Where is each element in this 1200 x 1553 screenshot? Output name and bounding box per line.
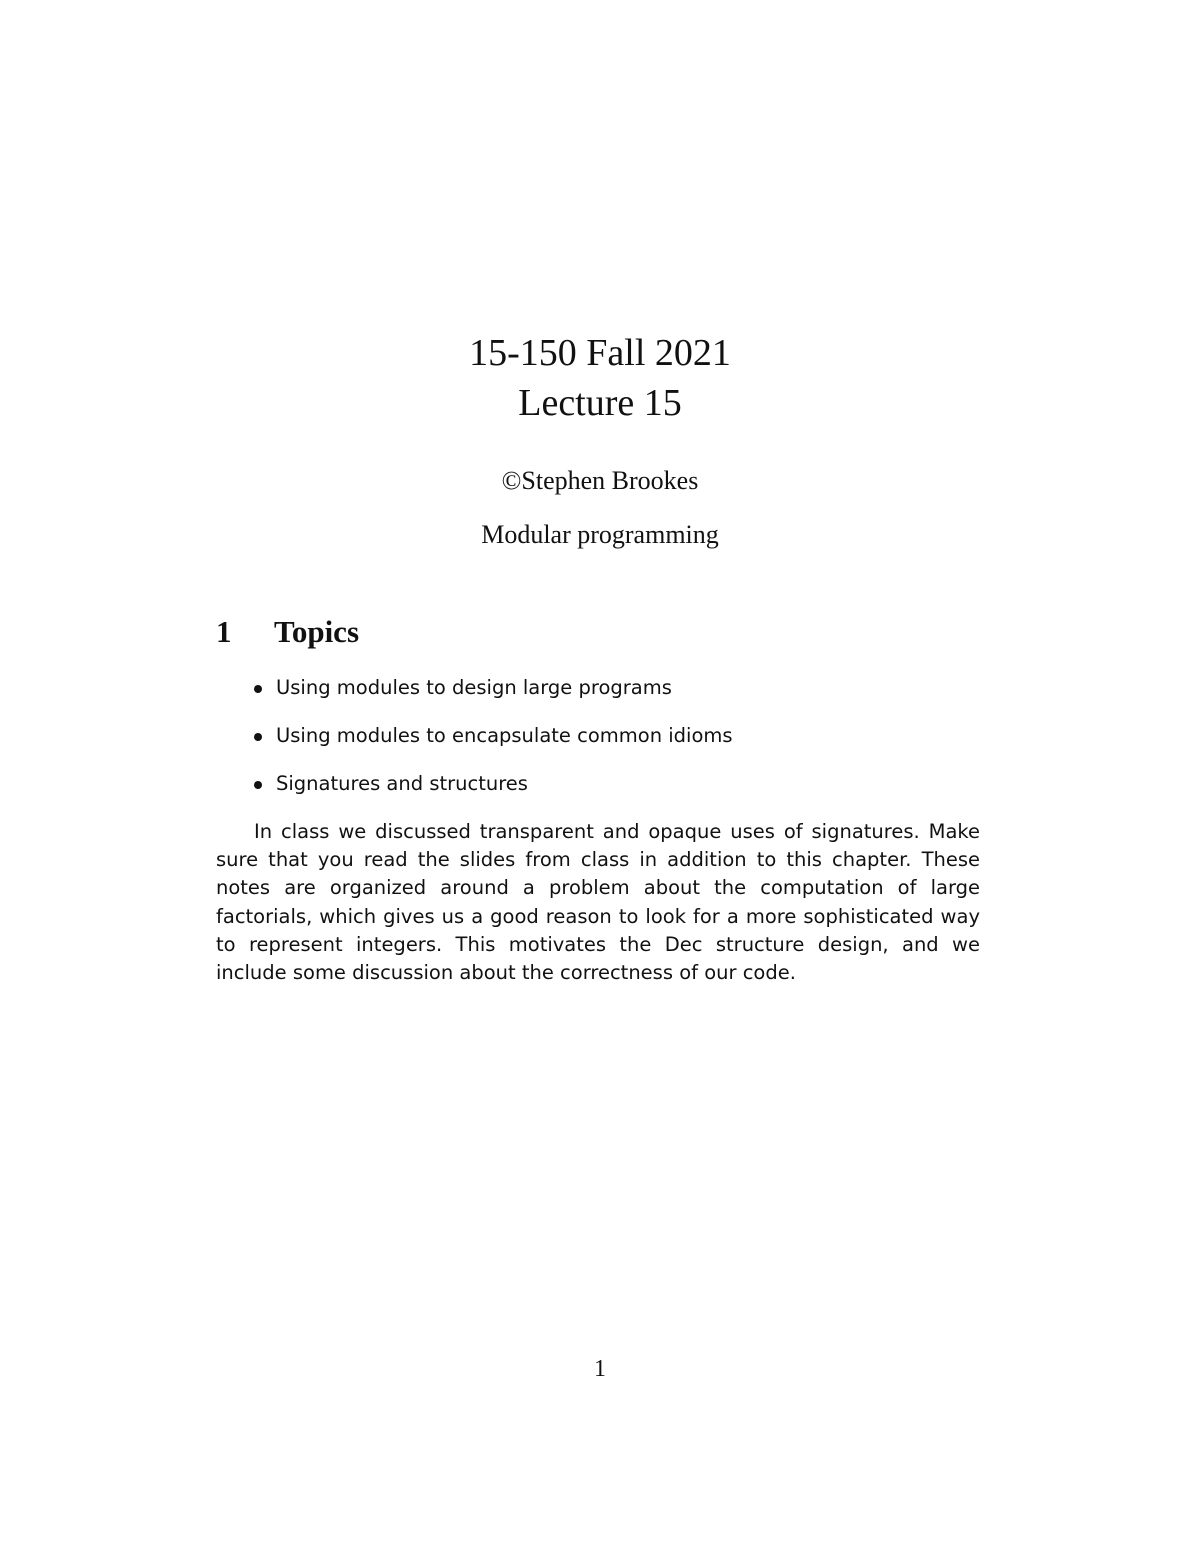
bullet-icon xyxy=(254,733,262,741)
title-block xyxy=(0,328,1200,552)
list-item xyxy=(216,770,980,798)
bullet-icon xyxy=(254,685,262,693)
section-title: Topics xyxy=(274,614,360,649)
body-paragraph: In class we discussed transparent and opaque uses of signatures. Make sure that you read the slides from class in addition to this chapter. These notes are organized around a problem about the computation of large factorials, which gives us a good reason to look for a more sophisticated way to represent integers. This motivates the Dec structure design, and we include some discussion about the correctness of our code. xyxy=(216,820,980,985)
author: ©Stephen Brookes xyxy=(501,466,699,495)
section-heading xyxy=(216,610,980,654)
list-item-text: Using modules to encapsulate common idioms xyxy=(276,724,733,747)
section-number: 1 xyxy=(216,614,232,649)
topics-section xyxy=(216,610,980,1007)
course-title: 15-150 Fall 2021 xyxy=(469,332,731,374)
bullet-icon xyxy=(254,781,262,789)
lecture-title: Lecture 15 xyxy=(518,382,682,424)
list-item-text: Signatures and structures xyxy=(276,772,528,795)
list-item xyxy=(216,674,980,702)
topic-list xyxy=(216,674,980,798)
lecture-subtitle: Modular programming xyxy=(481,520,719,549)
list-item xyxy=(216,722,980,750)
list-item-text: Using modules to design large programs xyxy=(276,676,672,699)
page-number: 1 xyxy=(594,1356,606,1382)
